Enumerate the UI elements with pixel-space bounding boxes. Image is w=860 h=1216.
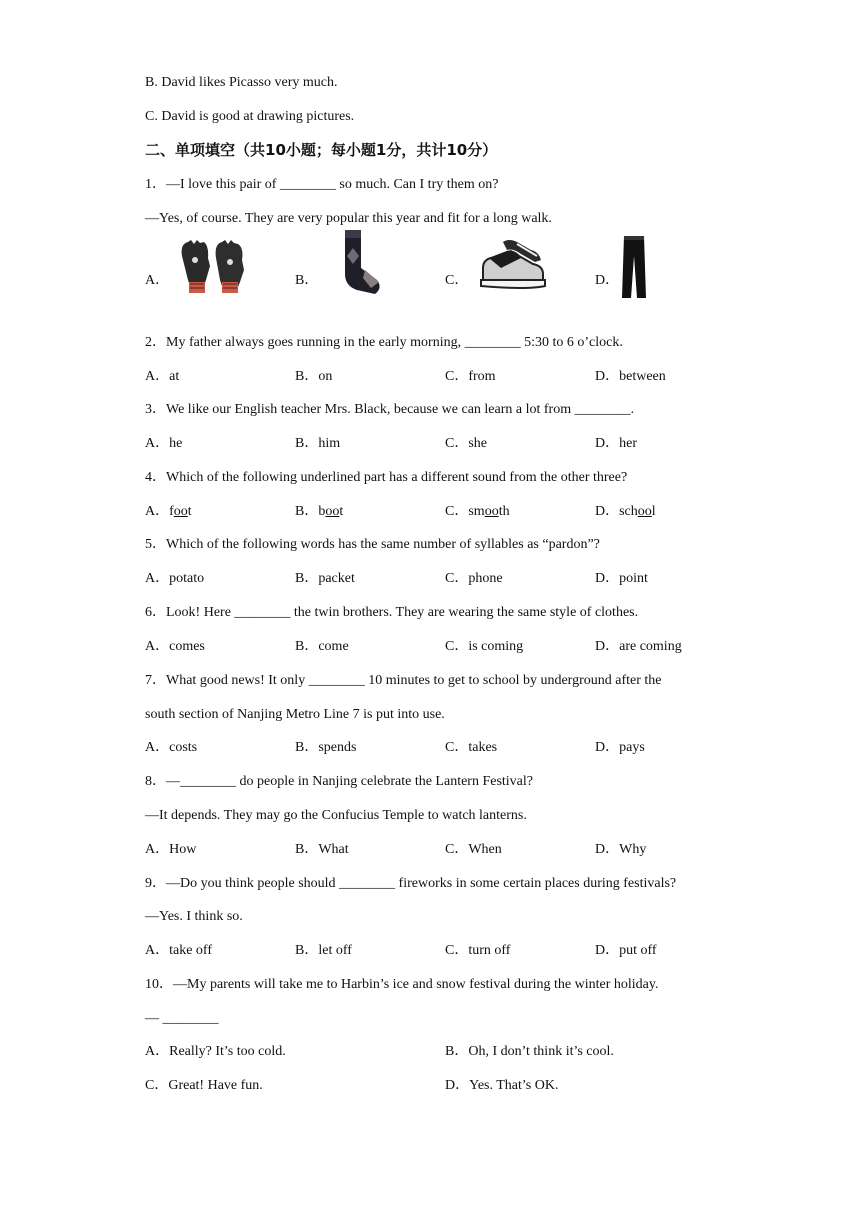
- q4-stem: 4．Which of the following underlined part has a different sound from the other three?: [145, 470, 628, 485]
- q2-stem: 2．My father always goes running in the early morning, ________ 5:30 to 6 o’clock.: [145, 335, 623, 350]
- q5-options: [145, 570, 745, 588]
- q6-options: [145, 638, 745, 656]
- q3-option-b: B．him: [295, 436, 341, 451]
- q1-options: [145, 272, 745, 290]
- socks-icon: [335, 228, 385, 298]
- q2-option-c: C．from: [445, 369, 496, 384]
- q7-stem: 7．What good news! It only ________ 10 minutes to get to school by underground after the: [145, 673, 662, 688]
- q1-option-b-label: B．: [295, 273, 319, 288]
- q10-option-d: D．Yes. That’s OK.: [445, 1078, 559, 1093]
- q4-b-post: t: [339, 504, 344, 519]
- q4-b-underlined: oo: [325, 504, 340, 519]
- q10-options-row1: [145, 1043, 745, 1061]
- q3-option-d: D．her: [595, 436, 637, 451]
- q8-option-d: D．Why: [595, 842, 647, 857]
- q9-option-a: A．take off: [145, 943, 212, 958]
- q4-c-underlined: oo: [484, 504, 499, 519]
- q1-option-c-label: C．: [445, 273, 469, 288]
- q9-option-c: C．turn off: [445, 943, 511, 958]
- q4-c-pre: C．sm: [445, 504, 485, 519]
- q6-option-c: C．is coming: [445, 639, 524, 654]
- q8-option-b: B．What: [295, 842, 349, 857]
- q8-options: [145, 841, 745, 859]
- gloves-icon: [178, 236, 248, 300]
- q1-option-a-label: A．: [145, 273, 170, 288]
- q2-option-d: D．between: [595, 369, 666, 384]
- q9-option-d: D．put off: [595, 943, 657, 958]
- q4-d-post: l: [651, 504, 656, 519]
- q9-stem: 9．—Do you think people should ________ fireworks in some certain places during festivals?: [145, 876, 677, 891]
- section-title: 二、单项填空（共10小题；每小题1分，共计10分）: [145, 141, 498, 159]
- q3-option-a: A．he: [145, 436, 183, 451]
- q4-option-a: [145, 503, 192, 521]
- q7-stem-cont: south section of Nanjing Metro Line 7 is put into use.: [145, 707, 445, 722]
- q4-option-c: [445, 503, 510, 521]
- q4-a-pre: A．f: [145, 504, 174, 519]
- q1-option-d-label: D．: [595, 273, 620, 288]
- q3-stem: 3．We like our English teacher Mrs. Black, because we can learn a lot from ________.: [145, 402, 635, 417]
- q6-option-d: D．are coming: [595, 639, 682, 654]
- q4-c-post: th: [498, 504, 510, 519]
- q7-options: [145, 739, 745, 757]
- q7-option-d: D．pays: [595, 740, 645, 755]
- q6-option-b: B．come: [295, 639, 349, 654]
- q4-options: [145, 503, 745, 521]
- q5-option-c: C．phone: [445, 571, 503, 586]
- q4-a-post: t: [187, 504, 192, 519]
- q4-b-pre: B．b: [295, 504, 326, 519]
- sneakers-icon: [477, 234, 553, 296]
- q10-reply: — ________: [145, 1011, 219, 1026]
- prev-option-c: C. David is good at drawing pictures.: [145, 109, 355, 124]
- q2-option-a: A．at: [145, 369, 180, 384]
- prev-option-b: B. David likes Picasso very much.: [145, 75, 338, 90]
- q5-option-d: D．point: [595, 571, 648, 586]
- q2-option-b: B．on: [295, 369, 333, 384]
- q9-options: [145, 942, 745, 960]
- q4-a-underlined: oo: [173, 504, 188, 519]
- q10-option-c: C．Great! Have fun.: [145, 1078, 263, 1093]
- q1-reply: —Yes, of course. They are very popular this year and fit for a long walk.: [145, 211, 552, 226]
- q4-d-underlined: oo: [637, 504, 652, 519]
- q5-stem: 5．Which of the following words has the same number of syllables as “pardon”?: [145, 537, 600, 552]
- q4-option-b: [295, 503, 343, 521]
- q5-option-b: B．packet: [295, 571, 355, 586]
- q5-option-a: A．potato: [145, 571, 205, 586]
- q8-reply: —It depends. They may go the Confucius Temple to watch lanterns.: [145, 808, 527, 823]
- q8-option-a: A．How: [145, 842, 197, 857]
- q8-stem: 8．—________ do people in Nanjing celebrate the Lantern Festival?: [145, 774, 534, 789]
- q2-options: [145, 368, 745, 386]
- q6-option-a: A．comes: [145, 639, 205, 654]
- q9-reply: —Yes. I think so.: [145, 909, 243, 924]
- q10-option-a: A．Really? It’s too cold.: [145, 1044, 286, 1059]
- q7-option-a: A．costs: [145, 740, 198, 755]
- q3-option-c: C．she: [445, 436, 487, 451]
- q8-option-c: C．When: [445, 842, 502, 857]
- q7-option-b: B．spends: [295, 740, 357, 755]
- q4-d-pre: D．sch: [595, 504, 638, 519]
- q10-option-b: B．Oh, I don’t think it’s cool.: [445, 1044, 614, 1059]
- q10-options-row2: [145, 1077, 745, 1095]
- q4-option-d: [595, 503, 656, 521]
- q3-options: [145, 435, 745, 453]
- q6-stem: 6．Look! Here ________ the twin brothers. They are wearing the same style of clothes.: [145, 605, 639, 620]
- q7-option-c: C．takes: [445, 740, 498, 755]
- q1-stem: 1．—I love this pair of ________ so much. Can I try them on?: [145, 177, 499, 192]
- q10-stem: 10．—My parents will take me to Harbin’s ice and snow festival during the winter holiday.: [145, 977, 659, 992]
- trousers-icon: [620, 234, 648, 300]
- q9-option-b: B．let off: [295, 943, 352, 958]
